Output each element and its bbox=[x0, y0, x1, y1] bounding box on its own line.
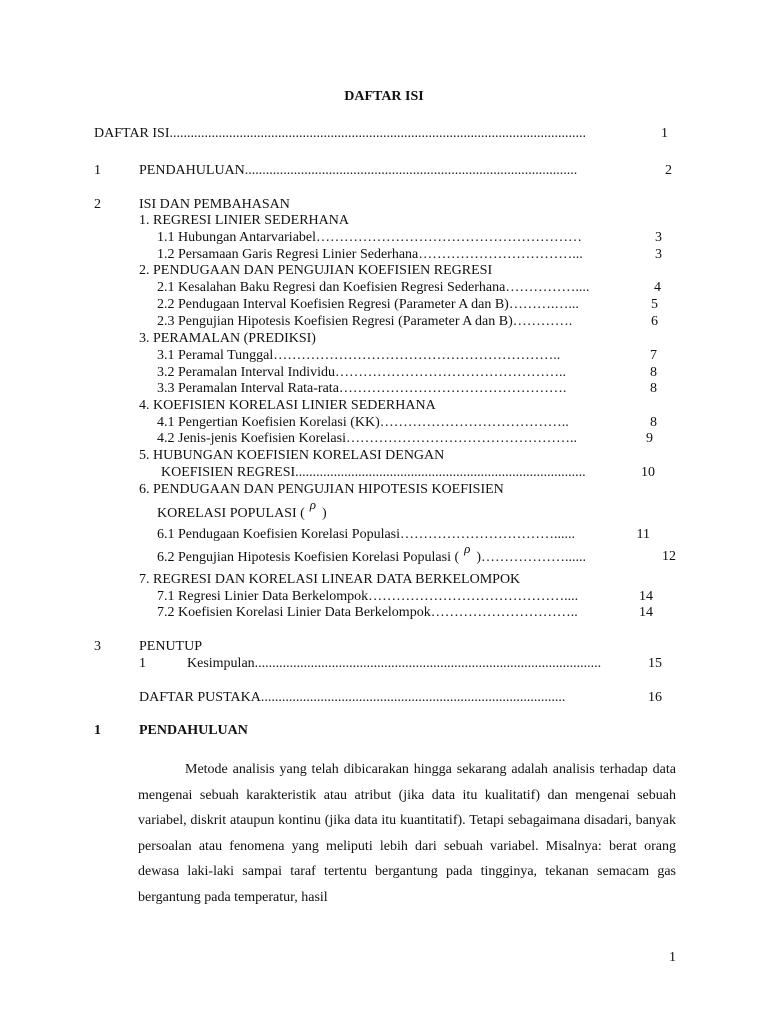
toc-section-5: 5. HUBUNGAN KOEFISIEN KORELASI DENGAN bbox=[139, 448, 445, 463]
toc-page-4-2: 9 bbox=[646, 431, 653, 446]
toc-page-4-1: 8 bbox=[650, 415, 657, 430]
page-number: 1 bbox=[669, 950, 676, 965]
toc-subnumber-kesimpulan: 1 bbox=[139, 656, 146, 671]
toc-entry-1-1: 1.1 Hubungan Antarvariabel………………………………………………… bbox=[157, 230, 583, 245]
body-paragraph: Metode analisis yang telah dibicarakan hingga sekarang adalah analisis terhadap data mengenai sebuah karakteristik atau atribut (jika data itu kualitatif) dan mengenai sebuah variabel, diskrit ataupun kontinu (jika data itu kuantitatif). Tetapi sebagaimana disadari, banyak persoalan atau fenomena yang meliputi lebih dari sebuah variabel. Misalnya: berat orang dewasa laki-laki sampai taraf tertentu bergantung pada tingginya, tekanan semacam gas bergantung pada temperatur, hasil bbox=[138, 762, 676, 905]
toc-entry-penutup: PENUTUP bbox=[139, 639, 203, 654]
toc-chapter-number-2: 2 bbox=[94, 197, 101, 212]
toc-page-3-2: 8 bbox=[650, 365, 657, 380]
toc-chapter-number-1: 1 bbox=[94, 163, 101, 178]
toc-page-daftar-isi: 1 bbox=[661, 126, 668, 141]
toc-entry-2-2: 2.2 Pendugaan Interval Koefisien Regresi (Parameter A dan B)……….…... bbox=[157, 297, 579, 312]
toc-entry-4-1: 4.1 Pengertian Koefisien Korelasi (KK)………………………………….. bbox=[157, 415, 569, 430]
toc-section-3: 3. PERAMALAN (PREDIKSI) bbox=[139, 331, 316, 346]
toc-page-1-2: 3 bbox=[655, 247, 662, 262]
toc-page-6-1: 11 bbox=[636, 527, 650, 542]
toc-page-2-2: 5 bbox=[651, 297, 658, 312]
toc-entry-daftar-pustaka: DAFTAR PUSTAKA....................................................................................... bbox=[139, 690, 566, 705]
toc-section-2: 2. PENDUGAAN DAN PENGUJIAN KOEFISIEN REGRESI bbox=[139, 263, 493, 278]
toc-entry-6-heading-text: KORELASI POPULASI ( bbox=[157, 506, 305, 521]
toc-page-kesimpulan: 15 bbox=[648, 656, 662, 671]
section-heading: PENDAHULUAN bbox=[139, 723, 248, 738]
toc-entry-kesimpulan: Kesimpulan................................................................................................... bbox=[187, 656, 602, 671]
toc-page-3-1: 7 bbox=[650, 348, 657, 363]
toc-page-7-2: 14 bbox=[639, 605, 653, 620]
toc-entry-2-3: 2.3 Pengujian Hipotesis Koefisien Regresi (Parameter A dan B)…………. bbox=[157, 314, 573, 329]
toc-entry-7-1: 7.1 Regresi Linier Data Berkelompok…………………………………….... bbox=[157, 589, 579, 604]
toc-entry-pendahuluan: PENDAHULUAN............................................................................................... bbox=[139, 163, 578, 178]
toc-entry-6-1: 6.1 Pendugaan Koefisien Korelasi Populasi……………………………...... bbox=[157, 527, 576, 542]
toc-page-3-3: 8 bbox=[650, 381, 657, 396]
toc-page-2-3: 6 bbox=[651, 314, 658, 329]
toc-entry-daftar-isi: DAFTAR ISI....................................................................................................................... bbox=[94, 126, 586, 141]
toc-entry-3-1: 3.1 Peramal Tunggal…………………………………………………….. bbox=[157, 348, 561, 363]
rho-symbol: ρ bbox=[309, 497, 317, 512]
toc-entry-5: KOEFISIEN REGRESI................................................................................... bbox=[161, 465, 586, 480]
toc-entry-1-2: 1.2 Persamaan Garis Regresi Linier Sederhana……………………………... bbox=[157, 247, 583, 262]
section-number: 1 bbox=[94, 723, 101, 738]
toc-entry-isi: ISI DAN PEMBAHASAN bbox=[139, 197, 290, 212]
toc-entry-7-2: 7.2 Koefisien Korelasi Linier Data Berkelompok………………………….. bbox=[157, 605, 578, 620]
toc-page-5: 10 bbox=[641, 465, 655, 480]
rho-symbol: ρ bbox=[464, 541, 471, 556]
toc-entry-6-heading bbox=[157, 497, 327, 521]
toc-page-6-2: 12 bbox=[662, 549, 676, 564]
toc-section-6: 6. PENDUGAAN DAN PENGUJIAN HIPOTESIS KOEFISIEN bbox=[139, 482, 504, 497]
toc-entry-6-2-text: 6.2 Pengujian Hipotesis Koefisien Korelasi Populasi ( bbox=[157, 550, 460, 565]
toc-entry-6-2 bbox=[157, 541, 587, 565]
toc-page-7-1: 14 bbox=[639, 589, 653, 604]
toc-entry-4-2: 4.2 Jenis-jenis Koefisien Korelasi………………………………………….. bbox=[157, 431, 577, 446]
toc-section-1: 1. REGRESI LINIER SEDERHANA bbox=[139, 213, 349, 228]
toc-entry-6-heading-close: ) bbox=[322, 506, 327, 521]
page-title: DAFTAR ISI bbox=[344, 89, 424, 104]
toc-page-pendahuluan: 2 bbox=[665, 163, 672, 178]
toc-chapter-number-3: 3 bbox=[94, 639, 101, 654]
toc-page-1-1: 3 bbox=[655, 230, 662, 245]
toc-entry-6-2-close: )………………...... bbox=[476, 550, 587, 565]
toc-entry-2-1: 2.1 Kesalahan Baku Regresi dan Koefisien Regresi Sederhana…………….... bbox=[157, 280, 590, 295]
toc-entry-3-2: 3.2 Peramalan Interval Individu………………………………………….. bbox=[157, 365, 567, 380]
toc-page-2-1: 4 bbox=[654, 280, 661, 295]
toc-page-daftar-pustaka: 16 bbox=[648, 690, 662, 705]
toc-section-4: 4. KOEFISIEN KORELASI LINIER SEDERHANA bbox=[139, 398, 436, 413]
toc-section-7: 7. REGRESI DAN KORELASI LINEAR DATA BERKELOMPOK bbox=[139, 572, 521, 587]
toc-entry-3-3: 3.3 Peramalan Interval Rata-rata…………………………………………. bbox=[157, 381, 567, 396]
